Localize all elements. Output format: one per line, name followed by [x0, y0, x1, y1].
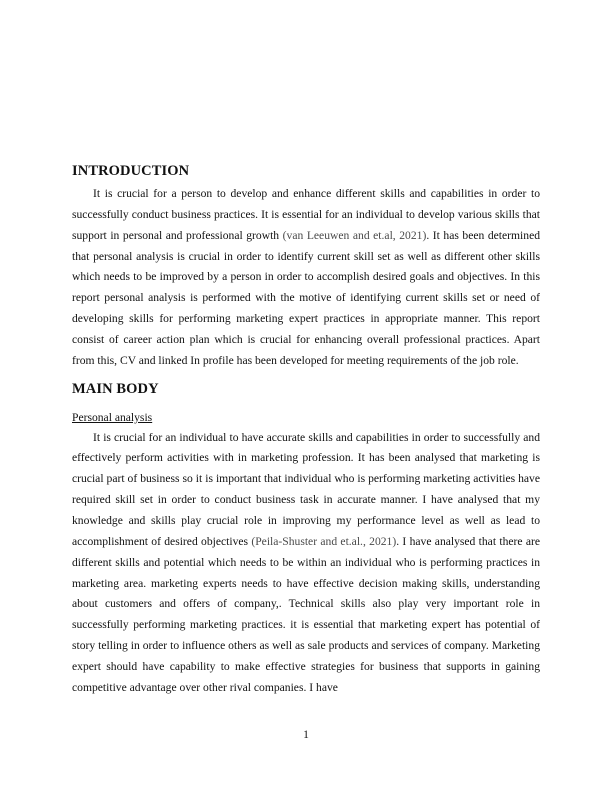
introduction-text-part1: It is crucial for a person to develop and enhance different skills and capabilities in order to successfully conduct business practices. It is essential for an individual to develop various skills that support in personal and professional growth — [72, 187, 540, 242]
introduction-paragraph — [72, 184, 540, 372]
main-body-heading: MAIN BODY — [72, 380, 159, 397]
introduction-citation: (van Leeuwen and et.al, 2021) — [282, 228, 427, 242]
introduction-heading: INTRODUCTION — [72, 163, 190, 179]
personal-analysis-text-part1: It is crucial for an individual to have accurate skills and capabilities in order to successfully and effectively perform activities with in marketing profession. It has been analysed that marketing is crucial part of business so it is important that individual who is performing marketing activities have required skill set in order to conduct business task in accurate manner. I have analysed that my knowledge and skills play crucial role in improving my performance level as well as lead to accomplishment of desired objectives — [72, 430, 540, 548]
personal-analysis-citation: (Peila-Shuster and et.al., 2021) — [251, 534, 397, 548]
personal-analysis-subheading: Personal analysis — [72, 410, 153, 424]
personal-analysis-text-part2: . I have analysed that there are different skills and potential which needs to be within an individual who is performing practices in marketing area. marketing experts needs to have effective decision making skills, understanding about customers and offers of company,. Technical skills also play very important role in successfully performing marketing practices. it is essential that marketing expert has potential of story telling in order to influence others as well as sale products and services of company. Marketing expert should have capability to make effective strategies for business that supports in gaining competitive advantage over other rival companies. I have — [72, 534, 540, 694]
personal-analysis-paragraph — [72, 428, 540, 699]
page-content — [72, 160, 540, 699]
introduction-text-part2: . It has been determined that personal analysis is crucial in order to identify current skill set as well as different other skills which needs to be improved by a person in order to accomplish desired goals and objectives. In this report personal analysis is performed with the motive of identifying current skills set or need of developing skills for performing marketing expert practices in appropriate manner. This report consist of career action plan which is crucial for enhancing overall professional practices. Apart from this, CV and linked In profile has been developed for meeting requirements of the job role. — [72, 228, 541, 367]
page-number: 1 — [303, 728, 309, 741]
